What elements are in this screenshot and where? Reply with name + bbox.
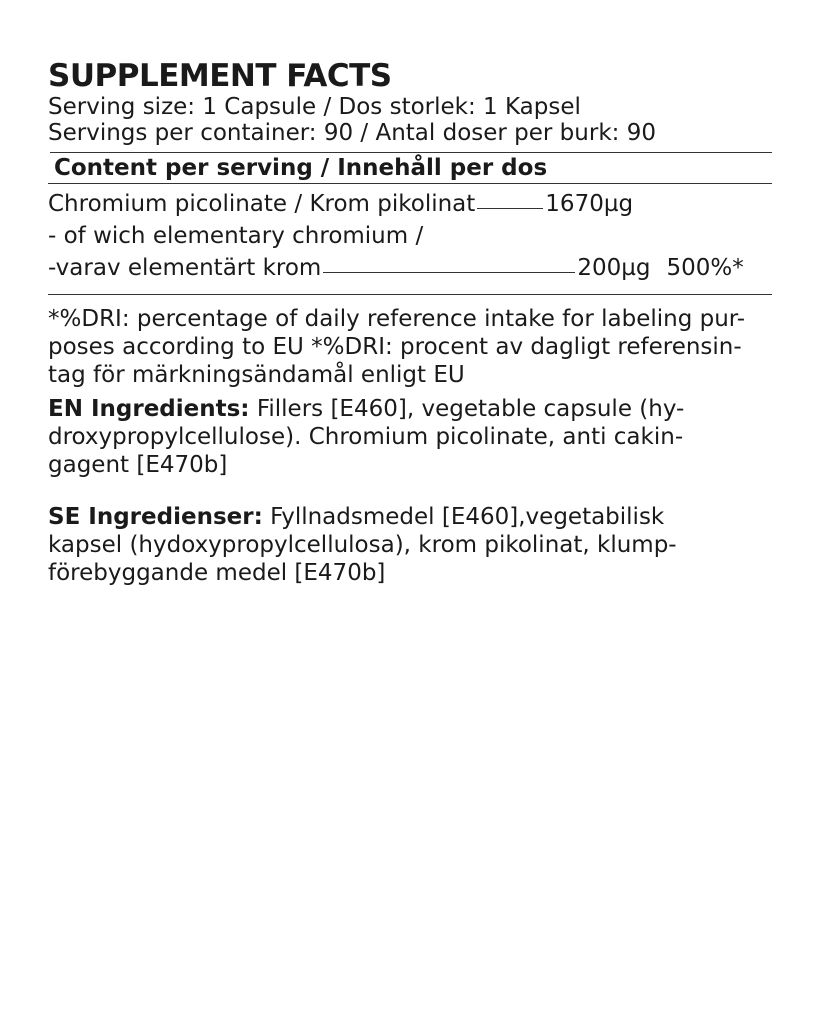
dri-footnote	[48, 305, 772, 389]
nutrient-name: Chromium picolinate / Krom pikolinat	[48, 191, 476, 217]
se-ingredients-text: Fyllnadsmedel [E460],vegetabilisk	[262, 504, 665, 530]
serving-size: Serving size: 1 Capsule / Dos storlek: 1 Kapsel	[48, 94, 581, 120]
dri-footnote-line: *%DRI: percentage of daily reference intake for labeling pur-	[48, 306, 746, 332]
nutrient-row-elementary-chromium	[48, 252, 772, 284]
nutrient-row-chromium-picolinate	[48, 188, 772, 220]
divider-header	[48, 183, 772, 184]
dri-footnote-line: tag för märkningsändamål enligt EU	[48, 362, 465, 388]
nutrient-amount: 1670µg	[545, 191, 634, 217]
content-per-serving-header: Content per serving / Innehåll per dos	[54, 155, 548, 181]
en-ingredients-line	[48, 395, 772, 423]
leader-line	[477, 208, 543, 209]
sub-nutrient-amount: 200µg	[577, 255, 651, 281]
se-ingredients-label: SE Ingredienser:	[48, 504, 263, 530]
label-title: SUPPLEMENT FACTS	[48, 58, 392, 94]
sub-nutrient-line-1: - of wich elementary chromium /	[48, 223, 424, 249]
se-ingredients	[48, 503, 772, 587]
se-ingredients-line	[48, 503, 772, 531]
en-ingredients-text: Fillers [E460], vegetable capsule (hy-	[249, 396, 685, 422]
sub-nutrient-name: -varav elementärt krom	[48, 255, 322, 281]
en-ingredients	[48, 395, 772, 479]
en-ingredients-line: gagent [E470b]	[48, 452, 228, 478]
leader-line	[323, 272, 575, 273]
en-ingredients-line: droxypropylcellulose). Chromium picolinate, anti cakin-	[48, 424, 684, 450]
sub-nutrient-dri: 500%*	[666, 255, 744, 281]
dri-footnote-line: poses according to EU *%DRI: procent av dagligt referensin-	[48, 334, 742, 360]
se-ingredients-line: förebyggande medel [E470b]	[48, 560, 386, 586]
divider-bottom	[48, 294, 772, 295]
en-ingredients-label: EN Ingredients:	[48, 396, 250, 422]
supplement-facts-label	[48, 58, 772, 587]
servings-per-container: Servings per container: 90 / Antal doser per burk: 90	[48, 120, 656, 146]
se-ingredients-line: kapsel (hydoxypropylcellulosa), krom pikolinat, klump-	[48, 532, 677, 558]
